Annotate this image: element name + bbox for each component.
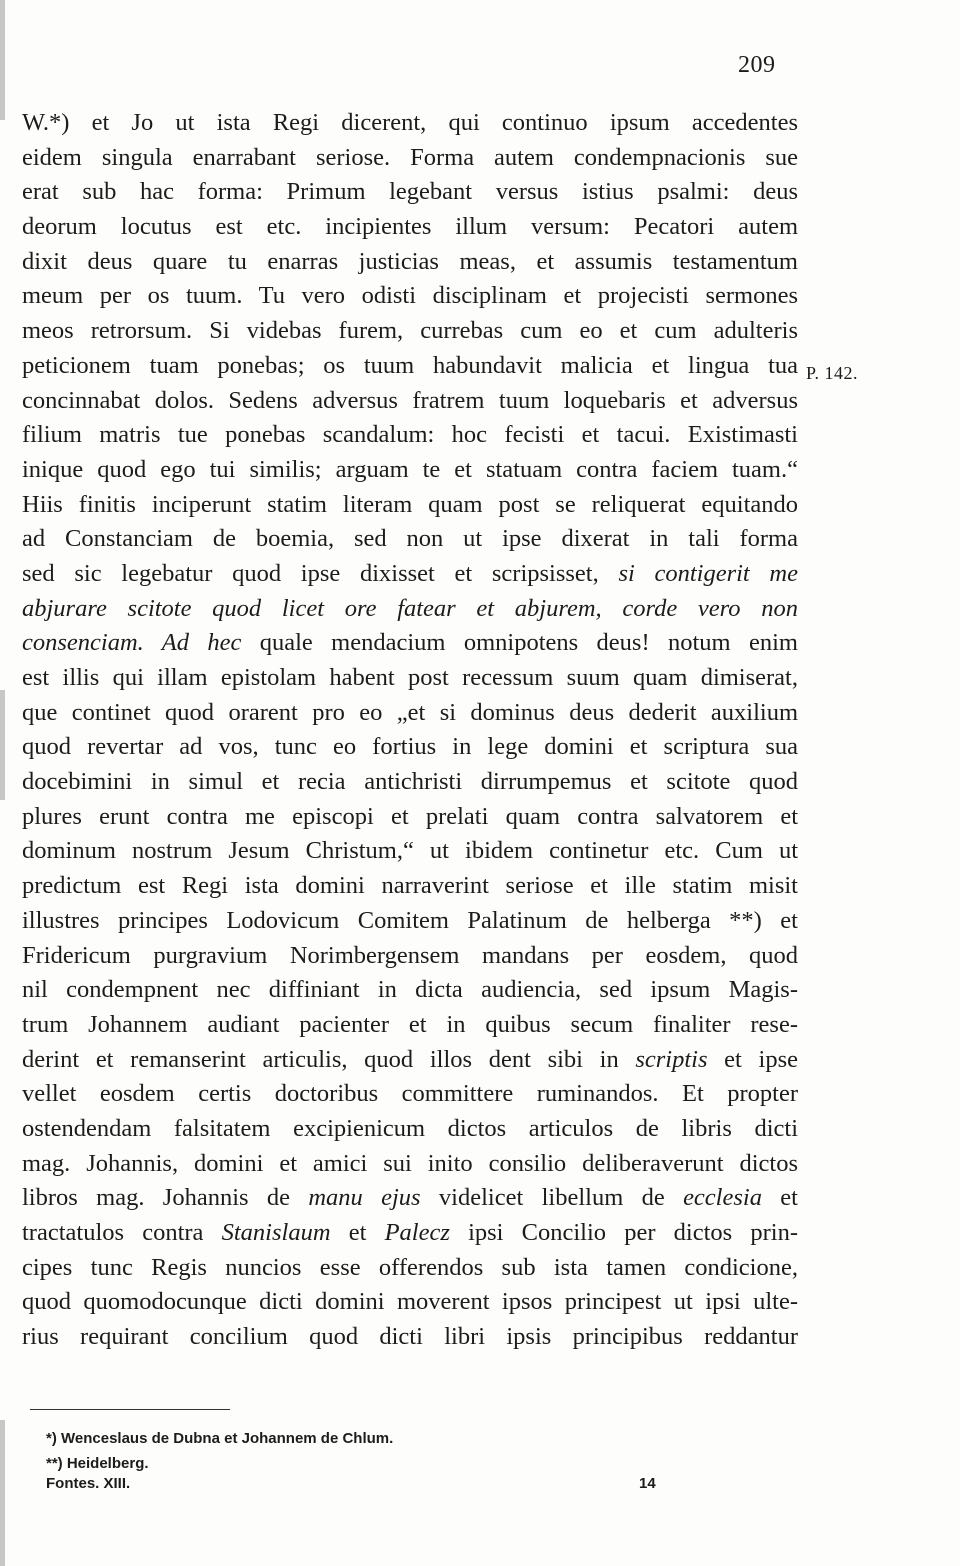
text-run: concinnabat dolos. Sedens adversus fratrem tuum loquebaris et adversus bbox=[22, 386, 798, 414]
sheet-number: 14 bbox=[639, 1475, 656, 1492]
text-line bbox=[22, 175, 798, 210]
italic-text: Palecz bbox=[384, 1219, 450, 1246]
text-line bbox=[22, 522, 798, 557]
margin-note: P. 142. bbox=[806, 363, 859, 383]
text-run: deorum locutus est etc. incipientes illum versum: Pecatori autem bbox=[22, 213, 798, 241]
text-run: W.*) et Jo ut ista Regi dicerent, qui continuo ipsum accedentes bbox=[22, 109, 798, 136]
text-run: rius requirant concilium quod dicti libri ipsis principibus reddantur bbox=[22, 1323, 798, 1351]
text-line bbox=[22, 800, 798, 835]
text-run: inique quod ego tui similis; arguam te et statuam contra faciem tuam.“ bbox=[22, 455, 798, 483]
text-run: mag. Johannis, domini et amici sui inito consilio deliberaverunt dictos bbox=[22, 1149, 798, 1177]
scan-edge-mark bbox=[0, 0, 5, 120]
footnote-2: **) Heidelberg. bbox=[46, 1455, 149, 1472]
text-run: ipsi Concilio per dictos prin- bbox=[449, 1219, 798, 1246]
italic-text: ecclesia bbox=[683, 1184, 762, 1212]
text-run: ostendendam falsitatem excipienicum dictos articulos de libris dicti bbox=[22, 1114, 798, 1142]
text-run: eidem singula enarrabant seriose. Forma autem condempnacionis sue bbox=[22, 143, 798, 171]
text-line bbox=[22, 141, 798, 176]
text-run: nil condempnent nec diffiniant in dicta audiencia, sed ipsum Magis- bbox=[22, 976, 798, 1004]
text-run: et ipse bbox=[707, 1045, 798, 1073]
text-run: sed sic legebatur quod ipse dixisset et scripsisset, bbox=[22, 559, 619, 587]
text-line bbox=[22, 453, 798, 488]
italic-text: abjurare scitote quod licet ore fatear et abjurem, corde vero non bbox=[22, 594, 798, 622]
text-run: meos retrorsum. Si videbas furem, currebas cum eo et cum adulteris bbox=[22, 317, 798, 345]
text-run: Fridericum purgravium Norimbergensem mandans per eosdem, quod bbox=[22, 941, 798, 969]
text-run: Hiis finitis inciperunt statim literam quam post se reliquerat equitando bbox=[22, 490, 798, 518]
text-line bbox=[22, 626, 798, 661]
italic-text: scriptis bbox=[635, 1045, 708, 1073]
text-line bbox=[22, 904, 798, 939]
scan-edge-mark bbox=[0, 690, 5, 800]
scan-edge-mark bbox=[0, 1420, 5, 1566]
text-run: et bbox=[330, 1219, 385, 1246]
text-line bbox=[22, 488, 798, 523]
text-line bbox=[22, 834, 798, 869]
text-run: que continet quod orarent pro eo „et si dominus deus dederit auxilium bbox=[22, 698, 798, 726]
text-line bbox=[22, 1147, 798, 1182]
text-line bbox=[22, 592, 798, 627]
text-run: trum Johannem audiant pacienter et in quibus secum finaliter rese- bbox=[22, 1010, 798, 1038]
text-line bbox=[22, 1320, 798, 1355]
signature-mark: Fontes. XIII. bbox=[46, 1475, 131, 1492]
text-run: dominum nostrum Jesum Christum,“ ut ibidem continetur etc. Cum ut bbox=[22, 837, 798, 865]
text-line bbox=[22, 1285, 798, 1320]
text-run: plures erunt contra me episcopi et prelati quam contra salvatorem et bbox=[22, 802, 798, 830]
text-line bbox=[22, 1077, 798, 1112]
main-text bbox=[22, 106, 798, 1355]
text-line bbox=[22, 210, 798, 245]
text-run: erat sub hac forma: Primum legebant versus istius psalmi: deus bbox=[22, 178, 798, 206]
text-run: et bbox=[761, 1184, 798, 1212]
text-line bbox=[22, 765, 798, 800]
text-line bbox=[22, 1251, 798, 1286]
text-line bbox=[22, 384, 798, 419]
footnote-1: *) Wenceslaus de Dubna et Johannem de Chlum. bbox=[46, 1430, 394, 1447]
text-run: ad Constanciam de boemia, sed non ut ipse dixerat in tali forma bbox=[22, 525, 798, 553]
page-number: 209 bbox=[738, 52, 776, 78]
text-run: cipes tunc Regis nuncios esse offerendos sub ista tamen condicione, bbox=[22, 1253, 798, 1281]
text-line bbox=[22, 1043, 798, 1078]
text-line bbox=[22, 1008, 798, 1043]
text-run: peticionem tuam ponebas; os tuum habundavit malicia et lingua tua bbox=[22, 351, 798, 379]
text-line bbox=[22, 1112, 798, 1147]
italic-text: Stanislaum bbox=[221, 1219, 331, 1246]
text-run: derint et remanserint articulis, quod illos dent sibi in bbox=[22, 1045, 636, 1073]
text-run: quod quomodocunque dicti domini moverent ipsos principest ut ipsi ulte- bbox=[22, 1288, 798, 1316]
text-run: illustres principes Lodovicum Comitem Palatinum de helberga **) et bbox=[22, 906, 798, 934]
text-run: tractatulos contra bbox=[22, 1219, 222, 1246]
text-line bbox=[22, 730, 798, 765]
text-line bbox=[22, 869, 798, 904]
footnote-rule bbox=[30, 1409, 230, 1410]
text-run: videlicet libellum de bbox=[420, 1184, 684, 1212]
text-line bbox=[22, 557, 798, 592]
text-run: quale mendacium omnipotens deus! notum enim bbox=[241, 629, 798, 657]
text-line bbox=[22, 349, 798, 384]
text-line bbox=[22, 1181, 798, 1216]
italic-text: consenciam. Ad hec bbox=[22, 629, 242, 657]
text-line bbox=[22, 314, 798, 349]
italic-text: si contigerit me bbox=[618, 559, 798, 587]
text-run: predictum est Regi ista domini narraverint seriose et ille statim misit bbox=[22, 872, 798, 900]
text-run: filium matris tue ponebas scandalum: hoc fecisti et tacui. Existimasti bbox=[22, 421, 798, 449]
text-line bbox=[22, 973, 798, 1008]
text-run: meum per os tuum. Tu vero odisti disciplinam et projecisti sermones bbox=[22, 282, 798, 310]
text-run: est illis qui illam epistolam habent post recessum suum quam dimiserat, bbox=[22, 664, 798, 691]
text-line bbox=[22, 245, 798, 280]
text-line bbox=[22, 418, 798, 453]
text-run: vellet eosdem certis doctoribus committere ruminandos. Et propter bbox=[22, 1080, 798, 1108]
text-line bbox=[22, 661, 798, 696]
text-run: quod revertar ad vos, tunc eo fortius in lege domini et scriptura sua bbox=[22, 733, 798, 761]
text-line bbox=[22, 106, 798, 141]
text-line bbox=[22, 1216, 798, 1251]
text-run: libros mag. Johannis de bbox=[22, 1184, 309, 1212]
text-run: dixit deus quare tu enarras justicias meas, et assumis testamentum bbox=[22, 247, 798, 275]
text-line bbox=[22, 696, 798, 731]
footnotes bbox=[46, 1426, 746, 1476]
italic-text: manu ejus bbox=[308, 1184, 421, 1212]
text-line bbox=[22, 939, 798, 974]
text-run: docebimini in simul et recia antichristi dirrumpemus et scitote quod bbox=[22, 768, 798, 796]
text-line bbox=[22, 279, 798, 314]
